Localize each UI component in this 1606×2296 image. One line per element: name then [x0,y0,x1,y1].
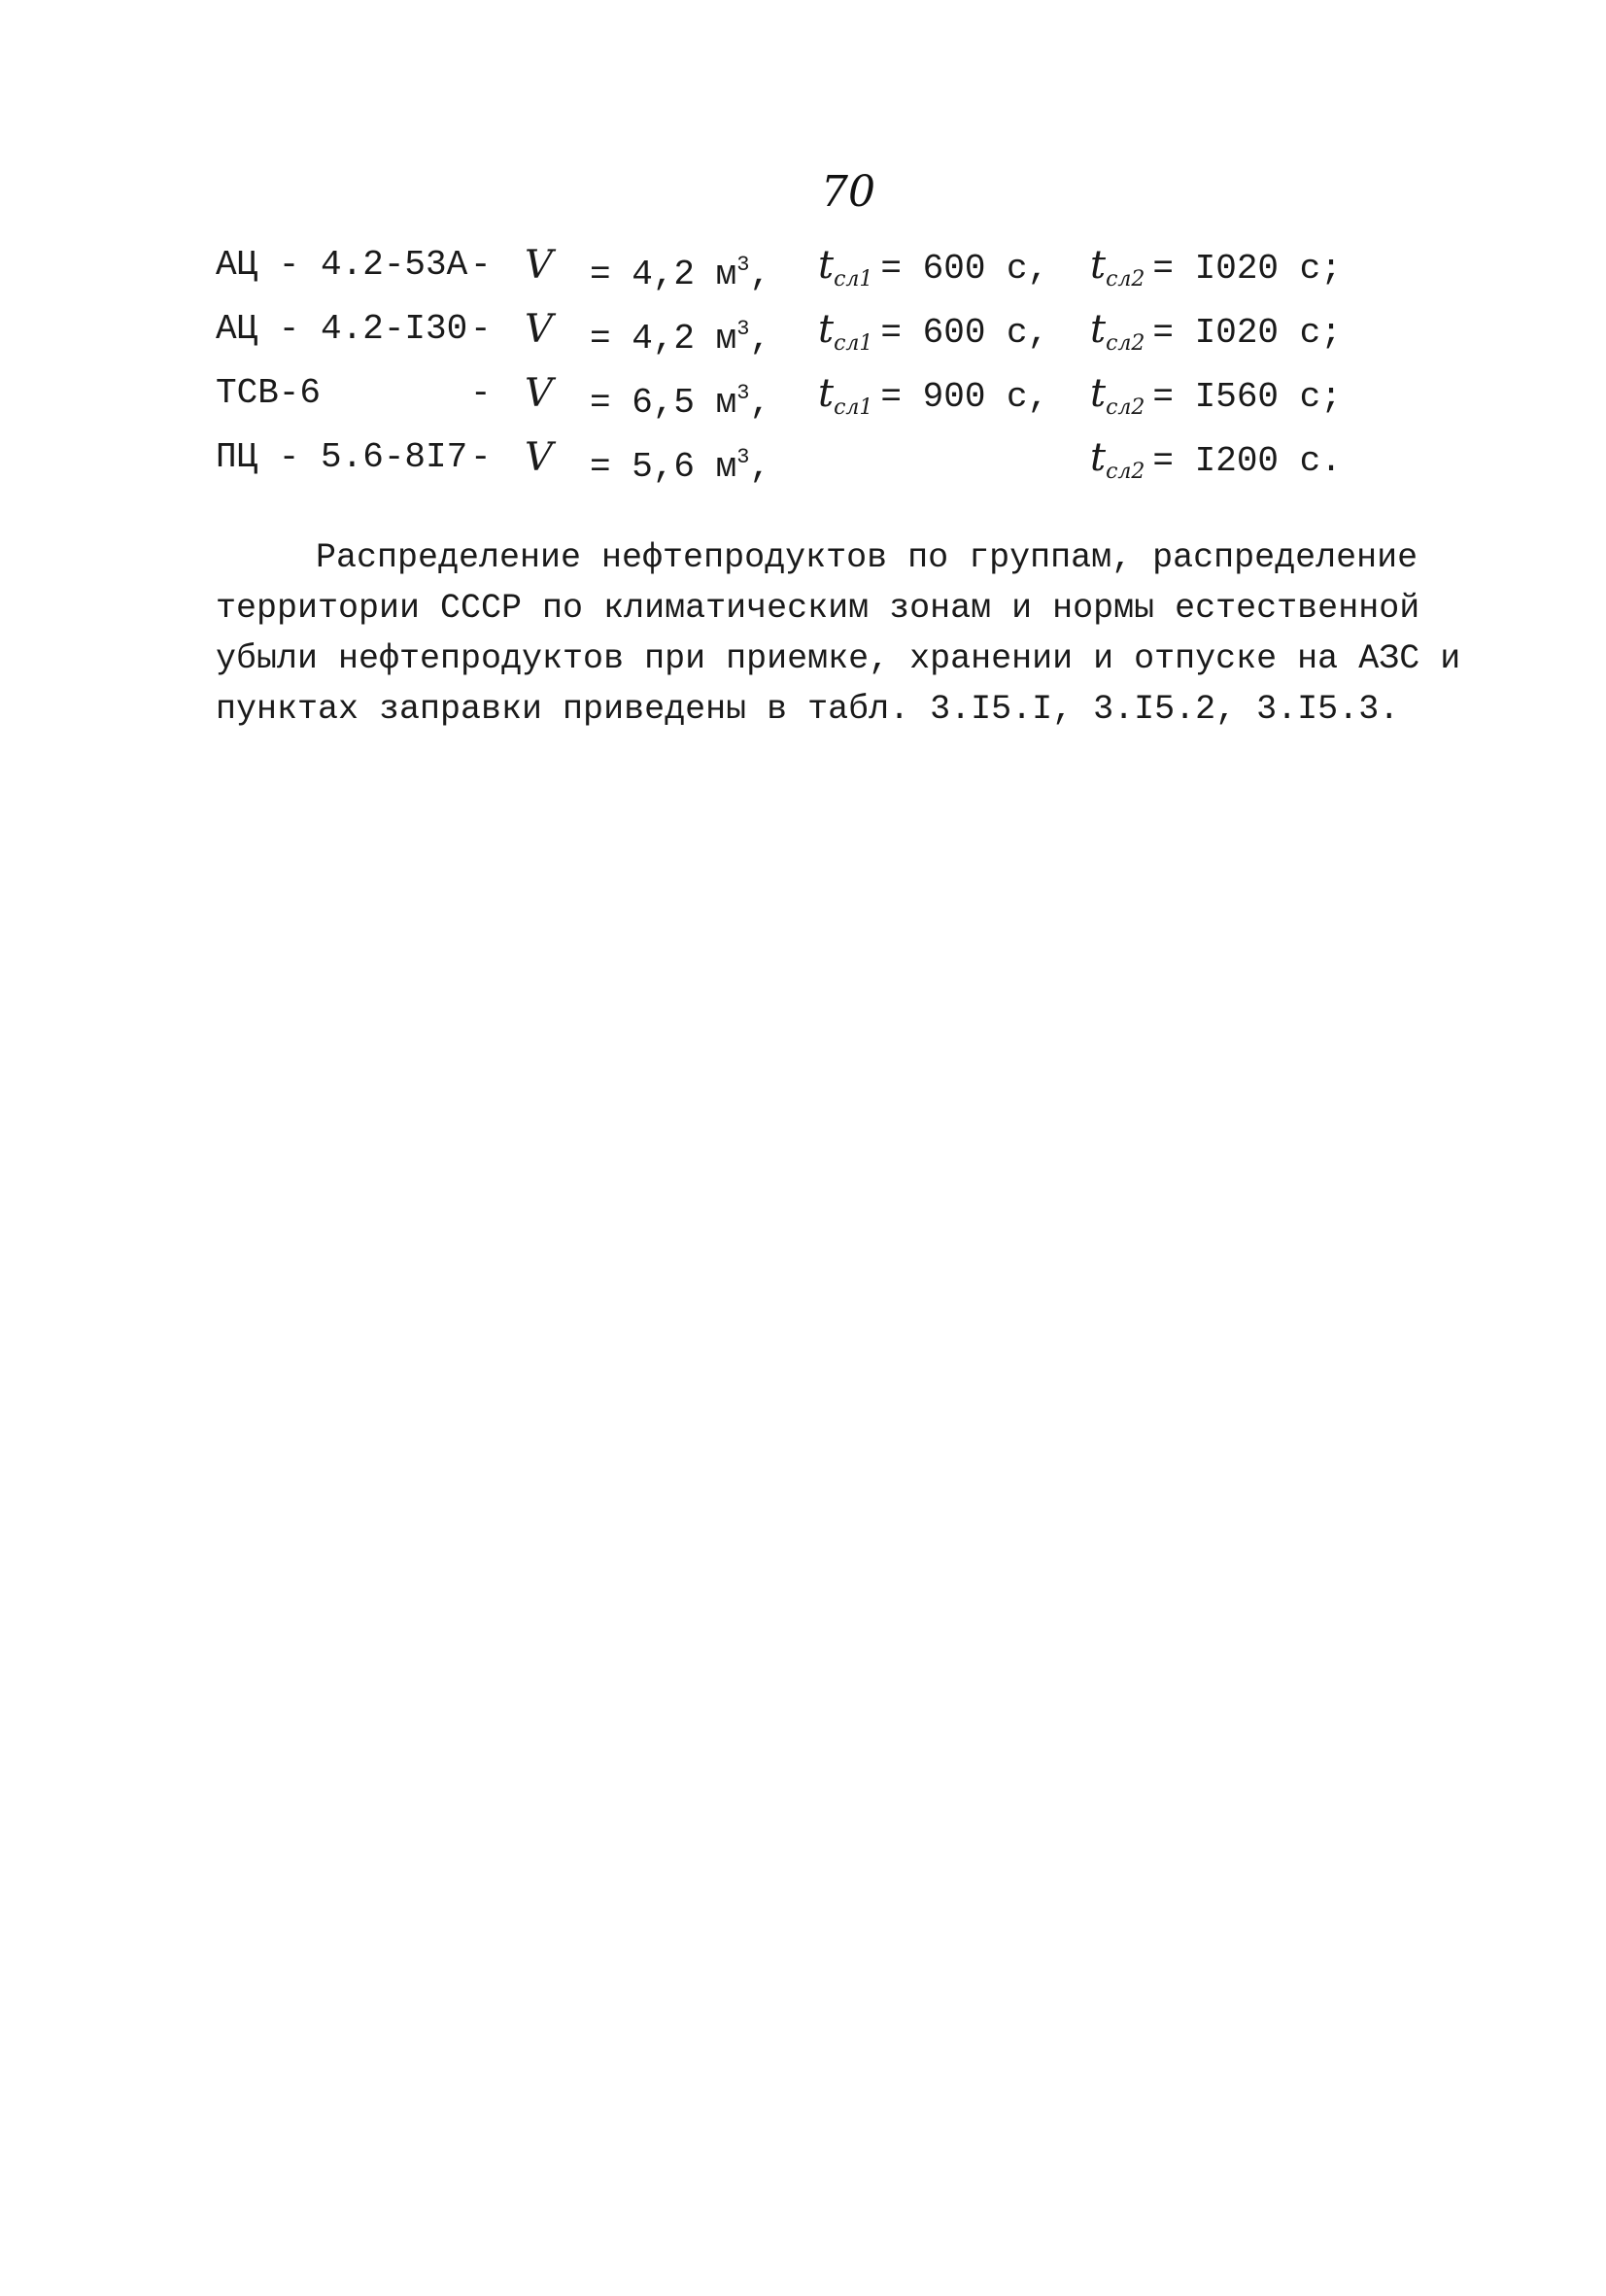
dash: - [470,373,492,413]
paragraph-line: Распределение нефтепродуктов по группам, распределение [316,538,1418,577]
drain-time-2: $t_{сл2} = I020$ с; [1090,243,1342,291]
drain-time-1: $t_{сл1} = 600$ с, [818,243,1049,291]
volume-value: = 4,2 $м^3$, [590,253,771,294]
volume-value: = 5,6 $м^3$, [590,445,771,487]
paragraph-line: пунктах заправки приведены в табл. 3.I5.I, 3.I5.2, 3.I5.3. [216,690,1400,729]
vehicle-name: АЦ - 4.2-I30 [216,309,468,349]
volume-symbol: V [525,371,553,416]
dash: - [470,245,492,285]
drain-time-2: $t_{сл2} = I560$ с; [1090,371,1342,420]
vehicle-name: ТСВ-6 [216,373,322,413]
volume-symbol: V [525,307,553,352]
drain-time-1: $t_{сл1} = 900$ с, [818,371,1049,420]
dash: - [470,309,492,349]
vehicle-name: ПЦ - 5.6-8I7 [216,437,468,477]
page-number: 70 [821,167,875,217]
volume-value: = 6,5 $м^3$, [590,381,771,423]
vehicle-name: АЦ - 4.2-53А [216,245,468,285]
drain-time-1: $t_{сл1} = 600$ с, [818,307,1049,356]
volume-symbol: V [525,243,553,288]
volume-value: = 4,2 $м^3$, [590,317,771,359]
body-paragraph [216,532,1461,735]
dash: - [470,437,492,477]
paragraph-line: территории СССР по климатическим зонам и нормы естественной [216,589,1420,628]
drain-time-2: $t_{сл2} = I020$ с; [1090,307,1342,356]
volume-symbol: V [525,435,553,480]
paragraph-line: убыли нефтепродуктов при приемке, хранении и отпуске на АЗС и [216,639,1461,678]
drain-time-2: $t_{сл2} = I200$ с. [1090,435,1342,484]
